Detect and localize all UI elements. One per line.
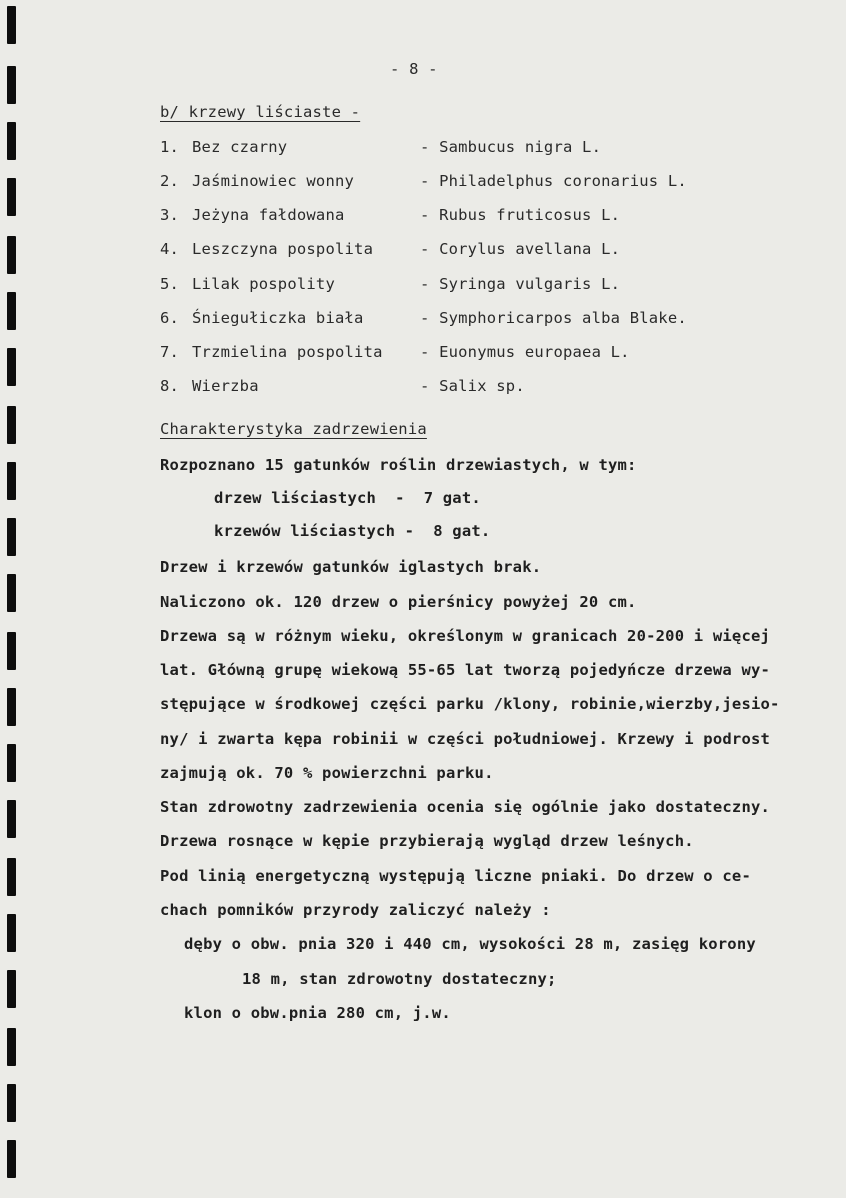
- item-number: 2.: [160, 172, 180, 190]
- item-number: 7.: [160, 343, 180, 361]
- body-line: drzew liściastych - 7 gat.: [214, 489, 481, 507]
- binder-hole: [7, 688, 16, 726]
- item-number: 4.: [160, 240, 180, 258]
- body-line: stępujące w środkowej części parku /klony, robinie,wierzby,jesio-: [160, 695, 780, 713]
- binder-hole: [7, 122, 16, 160]
- item-number: 8.: [160, 377, 180, 395]
- section-heading: b/ krzewy liściaste -: [160, 103, 361, 121]
- body-line: lat. Główną grupę wiekową 55-65 lat tworzą pojedyńcze drzewa wy-: [160, 661, 771, 679]
- latin-name: - Salix sp.: [420, 377, 525, 395]
- binder-hole: [7, 1084, 16, 1122]
- body-line: Naliczono ok. 120 drzew o pierśnicy powyżej 20 cm.: [160, 593, 637, 611]
- binder-hole: [7, 858, 16, 896]
- binder-hole: [7, 292, 16, 330]
- latin-name: - Rubus fruticosus L.: [420, 206, 621, 224]
- characteristics-heading: Charakterystyka zadrzewienia: [160, 420, 427, 438]
- latin-name: - Euonymus europaea L.: [420, 343, 630, 361]
- binder-hole: [7, 348, 16, 386]
- body-line: zajmują ok. 70 % powierzchni parku.: [160, 764, 494, 782]
- body-line: Drzewa rosnące w kępie przybierają wygląd drzew leśnych.: [160, 832, 694, 850]
- binder-hole: [7, 406, 16, 444]
- binder-hole: [7, 66, 16, 104]
- binder-hole: [7, 462, 16, 500]
- polish-name: Leszczyna pospolita: [192, 240, 374, 258]
- latin-name: - Syringa vulgaris L.: [420, 275, 621, 293]
- binder-hole: [7, 178, 16, 216]
- binder-hole: [7, 6, 16, 44]
- body-line: Stan zdrowotny zadrzewienia ocenia się ogólnie jako dostateczny.: [160, 798, 771, 816]
- body-line: Drzew i krzewów gatunków iglastych brak.: [160, 558, 542, 576]
- binder-hole: [7, 518, 16, 556]
- page-number: - 8 -: [390, 60, 438, 78]
- body-line: krzewów liściastych - 8 gat.: [214, 522, 491, 540]
- binder-hole: [7, 970, 16, 1008]
- body-line: Drzewa są w różnym wieku, określonym w granicach 20-200 i więcej: [160, 627, 771, 645]
- body-line: klon o obw.pnia 280 cm, j.w.: [184, 1004, 451, 1022]
- body-line: chach pomników przyrody zaliczyć należy :: [160, 901, 551, 919]
- item-number: 1.: [160, 138, 180, 156]
- polish-name: Trzmielina pospolita: [192, 343, 383, 361]
- binder-hole: [7, 632, 16, 670]
- polish-name: Bez czarny: [192, 138, 288, 156]
- binder-hole: [7, 236, 16, 274]
- body-line: 18 m, stan zdrowotny dostateczny;: [242, 970, 557, 988]
- binder-hole: [7, 1140, 16, 1178]
- polish-name: Jeżyna fałdowana: [192, 206, 345, 224]
- body-line: Pod linią energetyczną występują liczne pniaki. Do drzew o ce-: [160, 867, 751, 885]
- binder-hole: [7, 574, 16, 612]
- binder-hole: [7, 800, 16, 838]
- binder-hole: [7, 1028, 16, 1066]
- binder-hole: [7, 914, 16, 952]
- latin-name: - Sambucus nigra L.: [420, 138, 602, 156]
- polish-name: Wierzba: [192, 377, 259, 395]
- body-line: dęby o obw. pnia 320 i 440 cm, wysokości 28 m, zasięg korony: [184, 935, 756, 953]
- item-number: 5.: [160, 275, 180, 293]
- body-line: ny/ i zwarta kępa robinii w części południowej. Krzewy i podrost: [160, 730, 771, 748]
- body-line: Rozpoznano 15 gatunków roślin drzewiastych, w tym:: [160, 456, 637, 474]
- polish-name: Śniegułiczka biała: [192, 309, 364, 327]
- latin-name: - Corylus avellana L.: [420, 240, 621, 258]
- item-number: 6.: [160, 309, 180, 327]
- latin-name: - Symphoricarpos alba Blake.: [420, 309, 687, 327]
- item-number: 3.: [160, 206, 180, 224]
- polish-name: Lilak pospolity: [192, 275, 335, 293]
- latin-name: - Philadelphus coronarius L.: [420, 172, 687, 190]
- binder-holes: [0, 0, 30, 1198]
- binder-hole: [7, 744, 16, 782]
- polish-name: Jaśminowiec wonny: [192, 172, 355, 190]
